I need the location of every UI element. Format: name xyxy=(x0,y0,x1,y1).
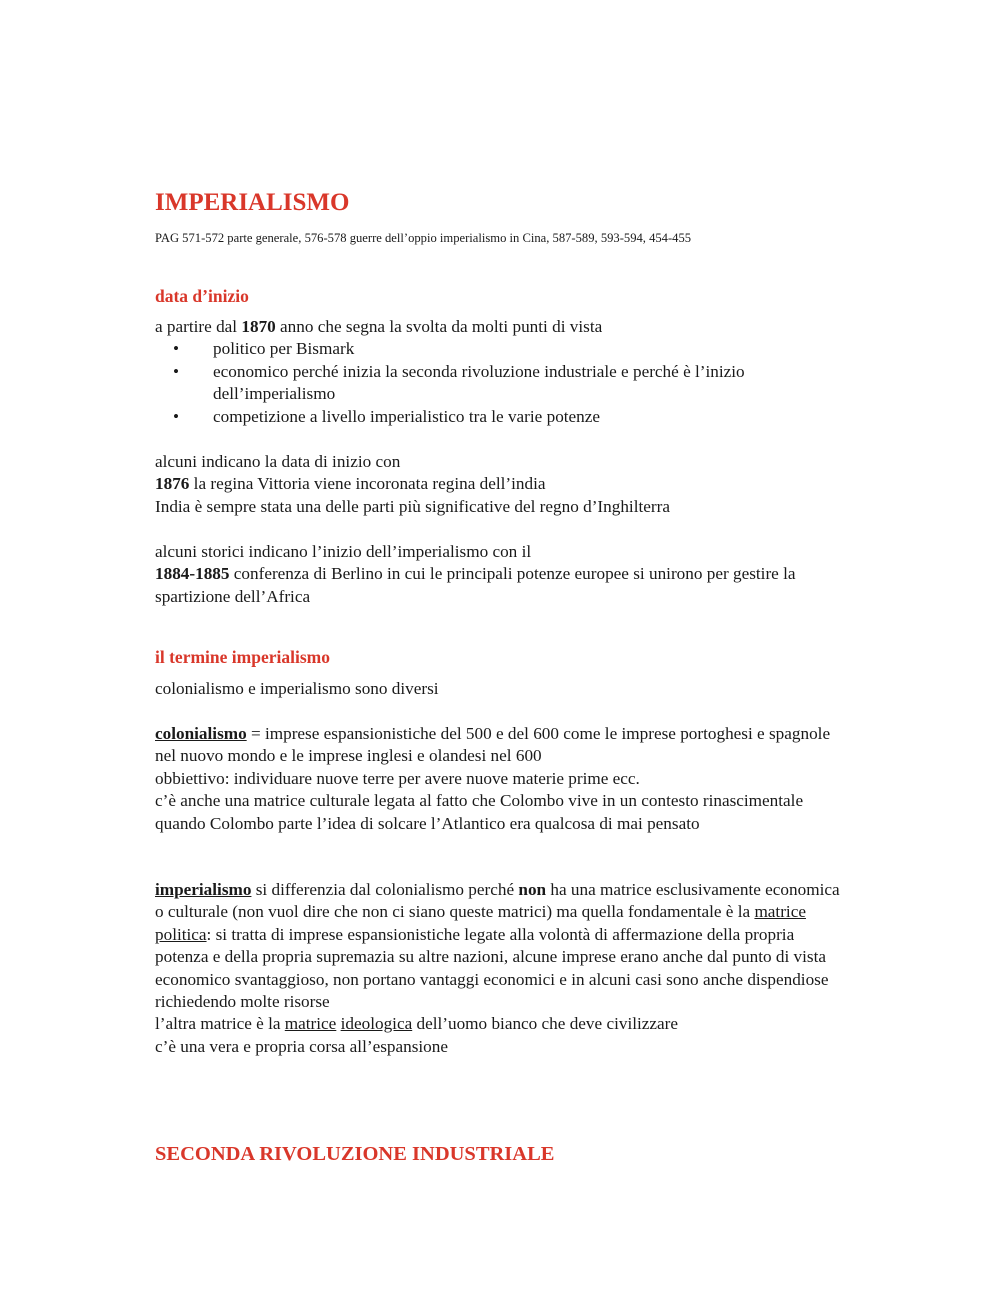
alt-start-1884: alcuni storici indicano l’inizio dell’imperialismo con il 1884-1885 conferenza di Berlino in cui le principali potenze europee si unirono per gestire la spartizione dell’Africa xyxy=(155,542,796,606)
list-item: • politico per Bismark xyxy=(155,338,850,360)
page-references: PAG 571-572 parte generale, 576-578 guerre dell’oppio imperialismo in Cina, 587-589, 593-594, 454-455 xyxy=(155,231,692,245)
year-1884-1885: 1884-1885 xyxy=(155,564,230,584)
section-heading-second-industrial-revolution: SECONDA RIVOLUZIONE INDUSTRIALE xyxy=(155,1143,555,1165)
term-imperialismo: imperialismo xyxy=(155,880,252,899)
bullet-icon: • xyxy=(173,406,180,426)
year-1876: 1876 xyxy=(155,474,190,494)
start-date-block xyxy=(155,316,850,428)
alt-start-1876: alcuni indicano la data di inizio con 1876 la regina Vittoria viene incoronata regina dell’india India è sempre stata una delle parti più significative del regno d’Inghilterra xyxy=(155,452,670,516)
bullet-icon: • xyxy=(173,361,180,381)
section-heading-start-date: data d’inizio xyxy=(155,286,249,306)
bullet-icon: • xyxy=(173,339,180,359)
term-colonialismo: colonialismo xyxy=(155,724,247,743)
term-intro: colonialismo e imperialismo sono diversi xyxy=(155,679,439,698)
colonialismo-block: colonialismo = imprese espansionistiche del 500 e del 600 come le imprese portoghesi e spagnole nel nuovo mondo e le imprese inglesi e olandesi nel 600 obbiettivo: individuare nuove terre per avere nuove materie prime ecc. c’è anche una matrice culturale legata al fatto che Colombo vive in un contesto rinascimentale quando Colombo parte l’idea di solcare l’Atlantico era qualcosa di mai pensato xyxy=(155,724,831,833)
year-1870: 1870 xyxy=(241,317,276,336)
section-heading-term: il termine imperialismo xyxy=(155,647,330,667)
start-date-intro: a partire dal 1870 anno che segna la svolta da molti punti di vista xyxy=(155,317,603,336)
list-item: • competizione a livello imperialistico tra le varie potenze xyxy=(155,406,850,428)
imperialismo-block: imperialismo si differenzia dal colonialismo perché non ha una matrice esclusivamente economica o culturale (non vuol dire che non ci siano queste matrici) ma quella fondamentale è la matrice politica: si tratta di imprese espansionistiche legate alla volontà di affermazione della propria potenza e della propria supremazia su altre nazioni, alcune imprese erano anche dal punto di vista economico svantaggioso, non portano vantaggi economici e in alcuni casi sono anche dispendiose richiedendo molte risorse l’altra matrice è la matrice ideologica dell’uomo bianco che deve civilizzare c’è una vera e propria corsa all’espansione xyxy=(155,880,840,1056)
list-item: • economico perché inizia la seconda rivoluzione industriale e perché è l’inizio dell’imperialismo xyxy=(173,361,745,404)
page-title: IMPERIALISMO xyxy=(155,189,350,216)
start-date-bullets xyxy=(155,338,850,428)
